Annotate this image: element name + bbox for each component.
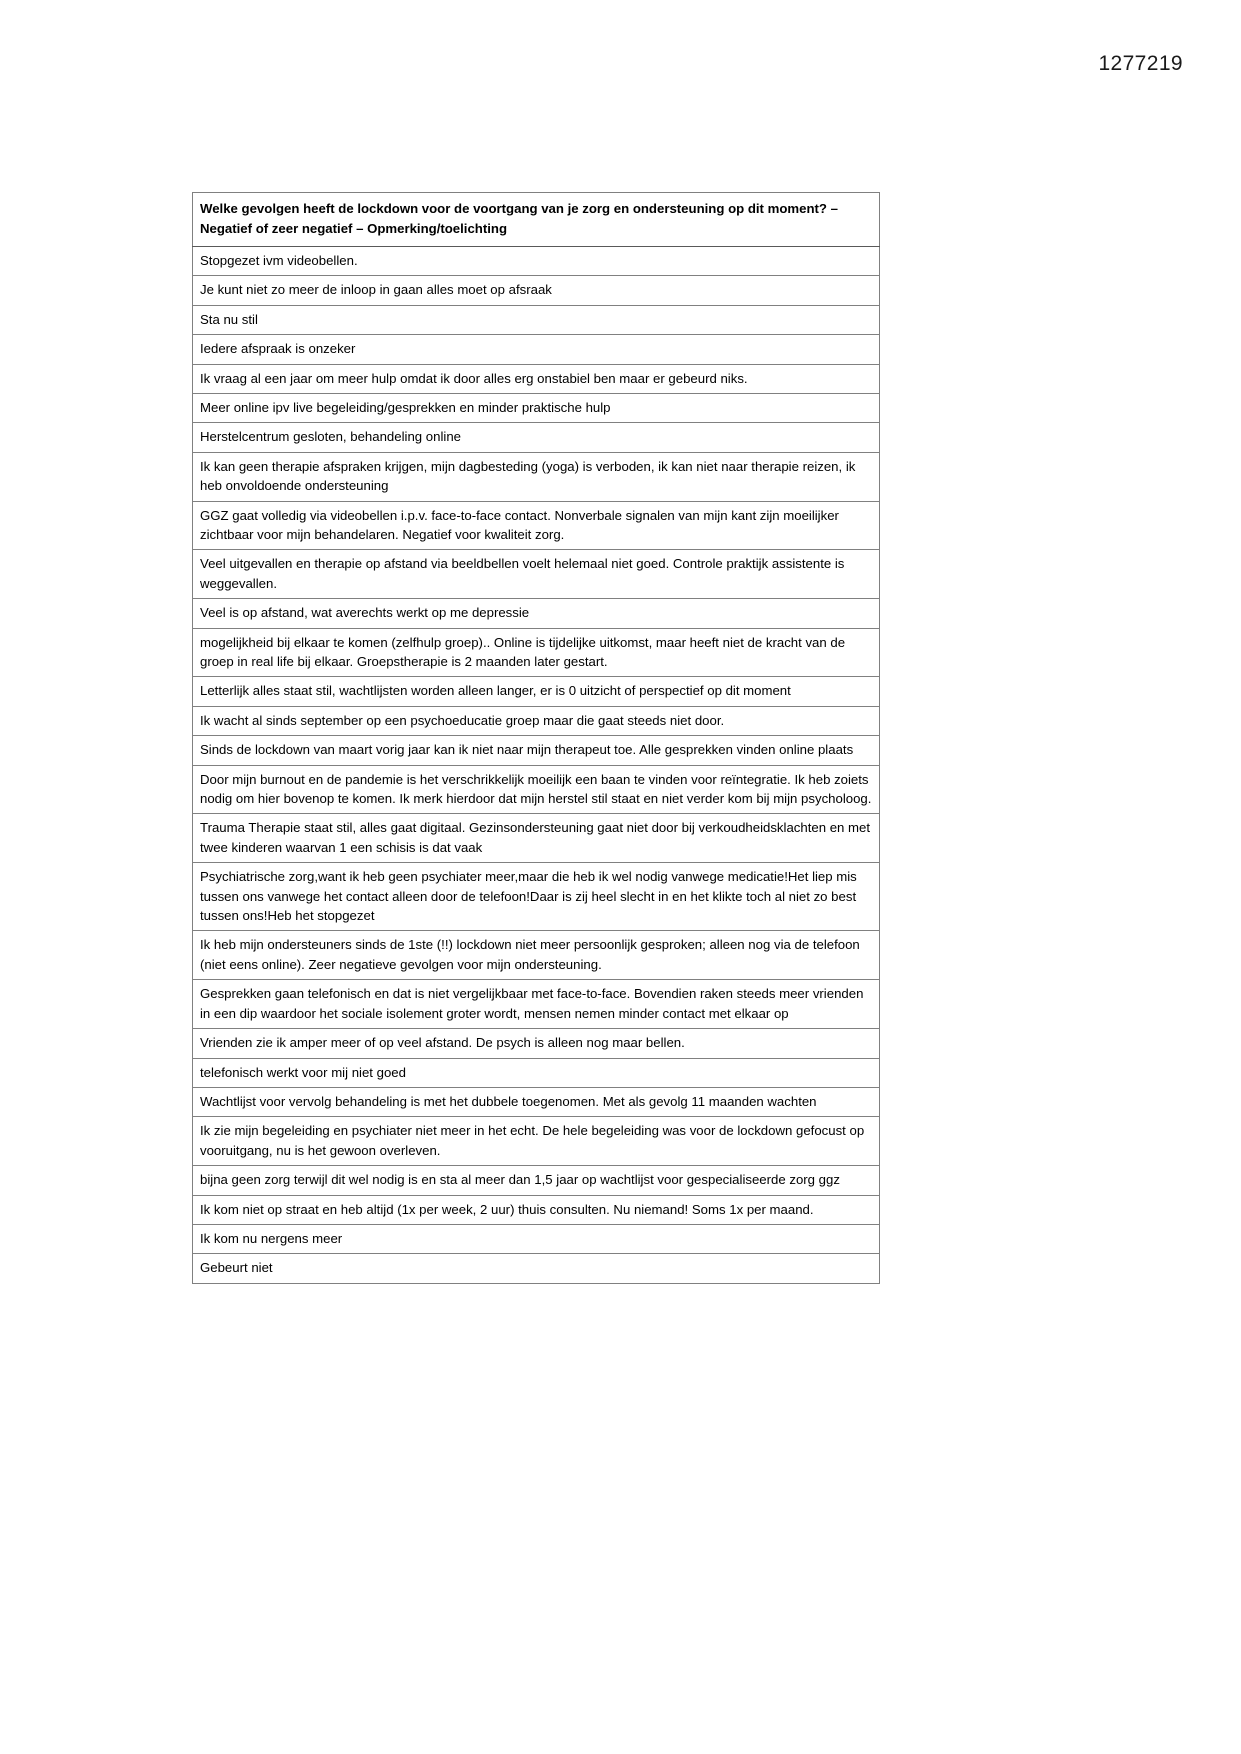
response-cell: Gesprekken gaan telefonisch en dat is niet vergelijkbaar met face-to-face. Bovendien raken steeds meer vrienden in een dip waardoor het sociale isolement groter wordt, mensen nemen minder contact met elkaar op (193, 980, 880, 1029)
responses-table-container (192, 192, 880, 1284)
table-row (193, 1166, 880, 1195)
response-cell: Door mijn burnout en de pandemie is het verschrikkelijk moeilijk een baan te vinden voor reïntegratie. Ik heb zoiets nodig om hier bovenop te komen. Ik merk hierdoor dat mijn herstel stil staat en niet verder kom bij mijn psycholoog. (193, 765, 880, 814)
response-cell: Iedere afspraak is onzeker (193, 335, 880, 364)
response-cell: Veel uitgevallen en therapie op afstand via beeldbellen voelt helemaal niet goed. Controle praktijk assistente is weggevallen. (193, 550, 880, 599)
response-cell: Psychiatrische zorg,want ik heb geen psychiater meer,maar die heb ik wel nodig vanwege medicatie!Het liep mis tussen ons vanwege het contact alleen door de telefoon!Daar is zij heel slecht in en het klikte toch al niet zo best tussen ons!Heb het stopgezet (193, 863, 880, 931)
table-row (193, 246, 880, 275)
response-cell: Herstelcentrum gesloten, behandeling online (193, 423, 880, 452)
table-row (193, 814, 880, 863)
table-row (193, 1195, 880, 1224)
table-row (193, 1029, 880, 1058)
response-cell: Ik wacht al sinds september op een psychoeducatie groep maar die gaat steeds niet door. (193, 706, 880, 735)
table-row (193, 1087, 880, 1116)
response-cell: Ik kom niet op straat en heb altijd (1x per week, 2 uur) thuis consulten. Nu niemand! Soms 1x per maand. (193, 1195, 880, 1224)
table-row (193, 706, 880, 735)
responses-table (192, 192, 880, 1284)
table-row (193, 276, 880, 305)
response-cell: GGZ gaat volledig via videobellen i.p.v. face-to-face contact. Nonverbale signalen van mijn kant zijn moeilijker zichtbaar voor mijn behandelaren. Negatief voor kwaliteit zorg. (193, 501, 880, 550)
table-row (193, 980, 880, 1029)
table-row (193, 736, 880, 765)
table-row (193, 931, 880, 980)
response-cell: Wachtlijst voor vervolg behandeling is met het dubbele toegenomen. Met als gevolg 11 maanden wachten (193, 1087, 880, 1116)
table-row (193, 305, 880, 334)
responses-table-body (193, 193, 880, 1284)
response-cell: Ik heb mijn ondersteuners sinds de 1ste (!!) lockdown niet meer persoonlijk gesproken; alleen nog via de telefoon (niet eens online). Zeer negatieve gevolgen voor mijn ondersteuning. (193, 931, 880, 980)
table-row (193, 335, 880, 364)
table-row (193, 765, 880, 814)
table-row (193, 677, 880, 706)
response-cell: mogelijkheid bij elkaar te komen (zelfhulp groep).. Online is tijdelijke uitkomst, maar heeft niet de kracht van de groep in real life bij elkaar. Groepstherapie is 2 maanden later gestart. (193, 628, 880, 677)
table-row (193, 1117, 880, 1166)
table-row (193, 863, 880, 931)
table-header-row (193, 193, 880, 247)
response-cell: Sta nu stil (193, 305, 880, 334)
response-cell: Veel is op afstand, wat averechts werkt op me depressie (193, 599, 880, 628)
table-row (193, 423, 880, 452)
table-row (193, 501, 880, 550)
response-cell: Sinds de lockdown van maart vorig jaar kan ik niet naar mijn therapeut toe. Alle gesprekken vinden online plaats (193, 736, 880, 765)
response-cell: Meer online ipv live begeleiding/gesprekken en minder praktische hulp (193, 393, 880, 422)
page-number: 1277219 (1098, 52, 1183, 75)
question-header-cell: Welke gevolgen heeft de lockdown voor de voortgang van je zorg en ondersteuning op dit moment? – Negatief of zeer negatief – Opmerking/toelichting (193, 193, 880, 247)
table-row (193, 452, 880, 501)
table-row (193, 364, 880, 393)
response-cell: Stopgezet ivm videobellen. (193, 246, 880, 275)
table-row (193, 393, 880, 422)
response-cell: Trauma Therapie staat stil, alles gaat digitaal. Gezinsondersteuning gaat niet door bij verkoudheidsklachten en met twee kinderen waarvan 1 een schisis is dat vaak (193, 814, 880, 863)
table-row (193, 1058, 880, 1087)
response-cell: Ik kan geen therapie afspraken krijgen, mijn dagbesteding (yoga) is verboden, ik kan niet naar therapie reizen, ik heb onvoldoende ondersteuning (193, 452, 880, 501)
response-cell: bijna geen zorg terwijl dit wel nodig is en sta al meer dan 1,5 jaar op wachtlijst voor gespecialiseerde zorg ggz (193, 1166, 880, 1195)
table-row (193, 599, 880, 628)
response-cell: Je kunt niet zo meer de inloop in gaan alles moet op afsraak (193, 276, 880, 305)
response-cell: Ik vraag al een jaar om meer hulp omdat ik door alles erg onstabiel ben maar er gebeurd niks. (193, 364, 880, 393)
table-row (193, 628, 880, 677)
response-cell: Gebeurt niet (193, 1254, 880, 1283)
table-row (193, 1254, 880, 1283)
response-cell: Ik kom nu nergens meer (193, 1224, 880, 1253)
table-row (193, 550, 880, 599)
response-cell: Ik zie mijn begeleiding en psychiater niet meer in het echt. De hele begeleiding was voor de lockdown gefocust op vooruitgang, nu is het gewoon overleven. (193, 1117, 880, 1166)
table-row (193, 1224, 880, 1253)
response-cell: Letterlijk alles staat stil, wachtlijsten worden alleen langer, er is 0 uitzicht of perspectief op dit moment (193, 677, 880, 706)
response-cell: Vrienden zie ik amper meer of op veel afstand. De psych is alleen nog maar bellen. (193, 1029, 880, 1058)
response-cell: telefonisch werkt voor mij niet goed (193, 1058, 880, 1087)
